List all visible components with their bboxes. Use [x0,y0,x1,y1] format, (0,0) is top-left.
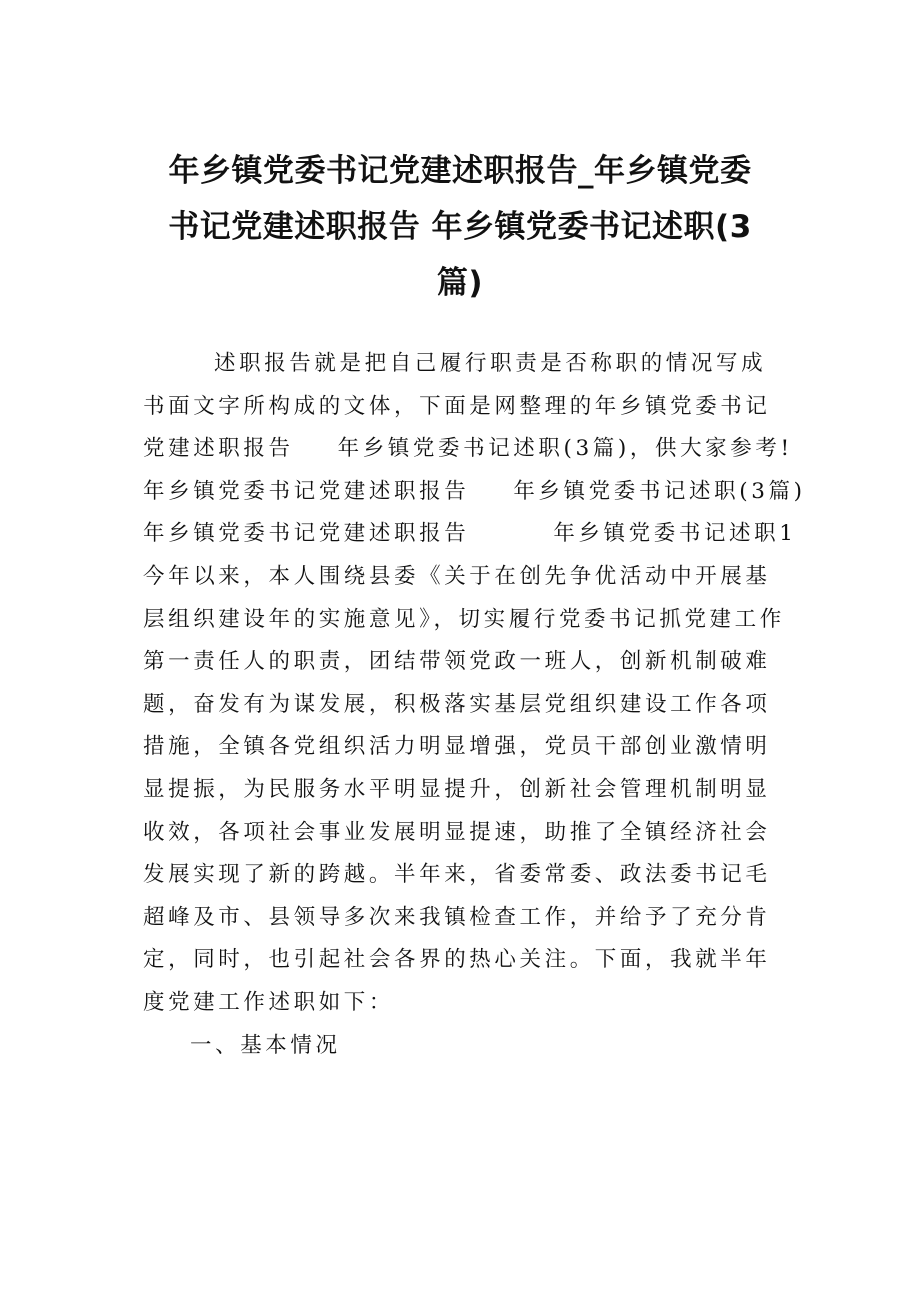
intro-line-2: 书面文字所构成的文体，下面是网整理的年乡镇党委书记 [143,393,771,419]
paragraph-line-4: 题，奋发有为谋发展，积极落实基层党组织建设工作各项 [143,691,771,717]
document-title [120,143,800,311]
intro-line-3-part-2: 年乡镇党委书记述职(3篇)，供大家参考! [337,436,793,462]
paragraph-line-10: 定，同时，也引起社会各界的热心关注。下面，我就半年 [143,947,771,973]
heading-line-2-part-2: 年乡镇党委书记述职1 [553,521,797,547]
section-heading-basic-info: 一、基本情况 [190,1032,341,1058]
paragraph-line-7: 收效，各项社会事业发展明显提速，助推了全镇经济社会 [143,819,771,845]
document-body [143,343,806,1067]
paragraph-line-11: 度党建工作述职如下： [143,989,395,1015]
intro-line-3 [143,428,793,471]
paragraph-line-8: 发展实现了新的跨越。半年来，省委常委、政法委书记毛 [143,862,771,888]
heading-line-2 [143,513,797,556]
heading-line-1-part-1: 年乡镇党委书记党建述职报告 [143,478,470,504]
paragraph-line-1: 今年以来，本人围绕县委《关于在创先争优活动中开展基 [143,563,771,589]
paragraph-line-9: 超峰及市、县领导多次来我镇检查工作，并给予了充分肯 [143,904,771,930]
title-line-1: 年乡镇党委书记党建述职报告_年乡镇党委 [168,153,752,189]
paragraph-line-3: 第一责任人的职责，团结带领党政一班人，创新机制破难 [143,649,771,675]
intro-line-1: 述职报告就是把自己履行职责是否称职的情况写成 [214,351,767,376]
title-line-2: 书记党建述职报告 年乡镇党委书记述职(3 [168,209,752,245]
paragraph-line-2: 层组织建设年的实施意见》，切实履行党委书记抓党建工作 [143,606,785,632]
title-line-3: 篇) [436,265,484,301]
paragraph-line-5: 措施，全镇各党组织活力明显增强，党员干部创业激情明 [143,734,771,760]
heading-line-2-part-1: 年乡镇党委书记党建述职报告 [143,521,470,547]
intro-line-3-part-1: 党建述职报告 [143,436,294,462]
heading-line-1-part-2: 年乡镇党委书记述职(3篇) [513,478,806,504]
heading-line-1 [143,471,806,514]
paragraph-line-6: 显提振，为民服务水平明显提升，创新社会管理机制明显 [143,776,771,802]
